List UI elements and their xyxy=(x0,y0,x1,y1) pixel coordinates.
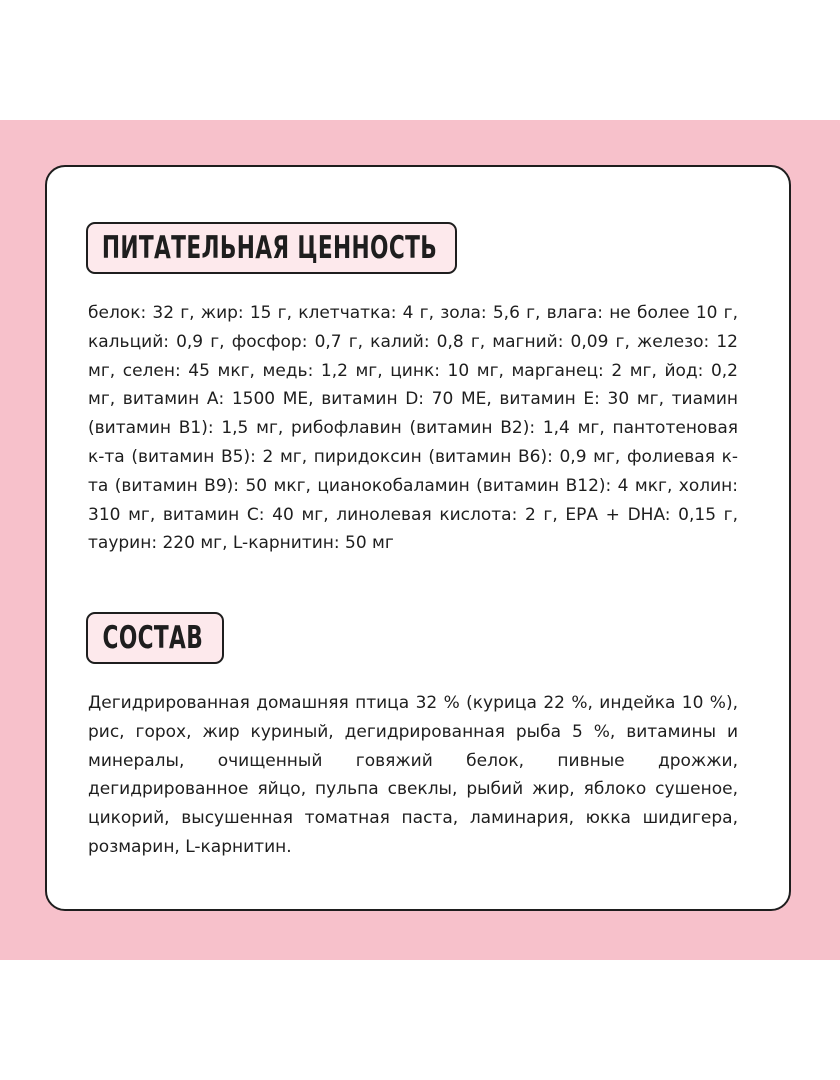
nutrition-text: белок: 32 г, жир: 15 г, клетчатка: 4 г, зола: 5,6 г, влага: не более 10 г, кальций: 0,9 г, фосфор: 0,7 г, калий: 0,8 г, магний: 0,09 г, железо: 12 мг, селен: 45 мкг, медь: 1,2 мг, цинк: 10 мг, марганец: 2 мг, йод: 0,2 мг, витамин А: 1500 МЕ, витамин D: 70 МЕ, витамин Е: 30 мг, тиамин (витамин В1): 1,5 мг, рибофлавин (витамин В2): 1,4 мг, пантотеновая к-та (витамин В5): 2 мг, пиридоксин (витамин В6): 0,9 мг, фолиевая к-та (витамин В9): 50 мкг, цианокобаламин (витамин В12): 4 мкг, холин: 310 мг, витамин С: 40 мг, линолевая кислота: 2 г, ЕРА + DHA: 0,15 г, таурин: 220 мг, L-карнитин: 50 мг xyxy=(88,303,738,554)
composition-title: СОСТАВ xyxy=(102,620,204,656)
nutrition-title-label xyxy=(86,222,457,274)
info-card xyxy=(45,165,791,911)
nutrition-title: ПИТАТЕЛЬНАЯ ЦЕННОСТЬ xyxy=(101,230,438,266)
composition-title-label xyxy=(86,612,224,664)
composition-text: Дегидрированная домашняя птица 32 % (курица 22 %, индейка 10 %), рис, горох, жир куриный, дегидрированная рыба 5 %, витамины и минералы, очищенный говяжий белок, пивные дрожжи, дегидрированное яйцо, пульпа свеклы, рыбий жир, яблоко сушеное, цикорий, высушенная томатная паста, ламинария, юкка шидигера, розмарин, L-карнитин. xyxy=(88,693,738,857)
